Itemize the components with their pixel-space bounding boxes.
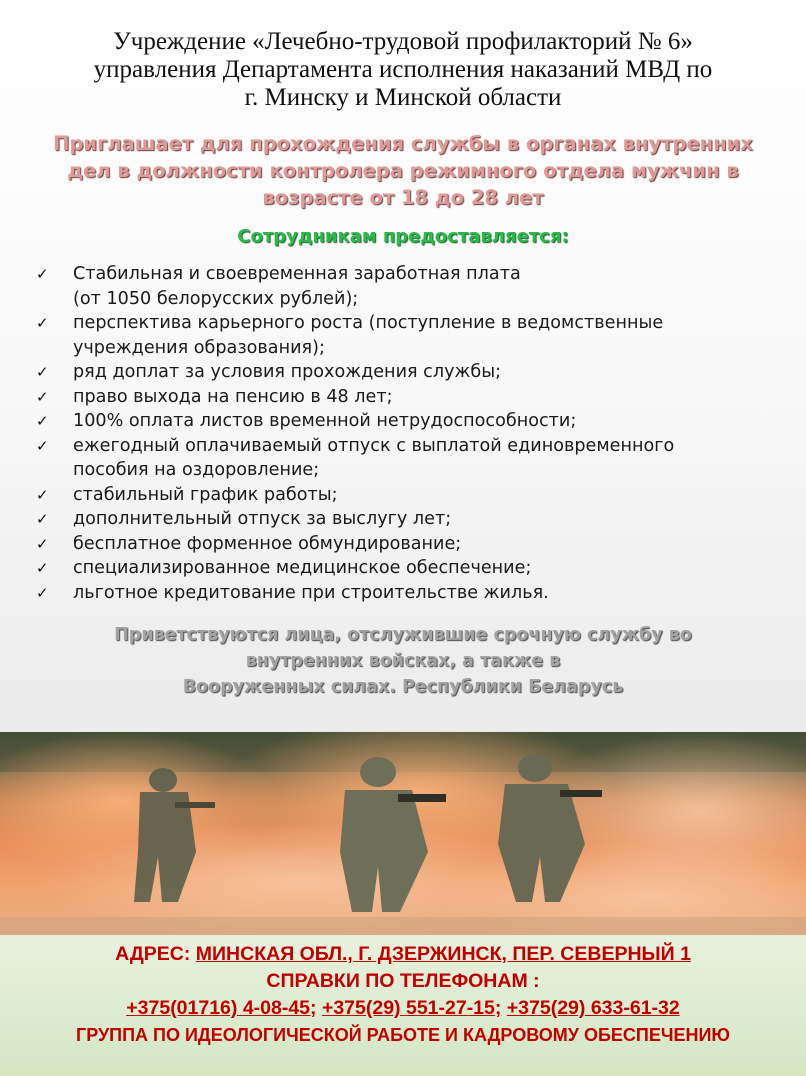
address-label: АДРЕС: <box>115 943 196 965</box>
check-icon: ✓ <box>36 510 49 528</box>
benefit-item <box>36 360 776 385</box>
phone-link[interactable]: +375(01716) 4-08-45; <box>126 997 317 1019</box>
benefit-line: бесплатное форменное обмундирование; <box>73 533 462 554</box>
benefit-line: перспектива карьерного роста (поступление в ведомственные <box>73 313 664 333</box>
welcome-line: Вооруженных силах. Республики Беларусь <box>182 677 624 697</box>
soldiers-illustration <box>0 732 806 935</box>
contact-footer <box>0 935 806 1076</box>
address-line <box>0 941 806 968</box>
benefit-item <box>36 409 776 434</box>
header-line: г. Минску и Минской области <box>244 84 562 111</box>
invite-line: дел в должности контролера режимного отдела мужчин в <box>67 159 739 182</box>
benefit-line: льготное кредитование при строительстве жилья. <box>73 582 549 603</box>
benefit-line: стабильный график работы; <box>73 484 338 505</box>
address-value: МИНСКАЯ ОБЛ., Г. ДЗЕРЖИНСК, ПЕР. СЕВЕРНЫЙ 1 <box>195 943 691 965</box>
phone-link[interactable]: +375(29) 633-61-32 <box>506 997 680 1019</box>
benefit-line: учреждения образования); <box>73 337 325 358</box>
benefits-title: Сотрудникам предоставляется: <box>237 226 569 247</box>
benefit-line: право выхода на пенсию в 48 лет; <box>73 386 393 407</box>
benefit-line: пособия на оздоровление; <box>73 460 320 480</box>
phones-label: СПРАВКИ ПО ТЕЛЕФОНАМ : <box>266 970 540 992</box>
check-icon: ✓ <box>36 559 49 577</box>
benefit-item <box>36 532 776 557</box>
benefit-item <box>36 507 776 532</box>
benefit-item <box>36 483 776 508</box>
header-line: Учреждение «Лечебно-трудовой профилакторий № 6» <box>113 28 693 55</box>
invite-line: возрасте от 18 до 28 лет <box>262 186 544 209</box>
soldiers-photo <box>0 732 806 935</box>
check-icon: ✓ <box>36 485 49 504</box>
check-icon: ✓ <box>36 534 49 553</box>
benefits-list <box>36 262 776 605</box>
benefit-item <box>36 556 776 581</box>
check-icon: ✓ <box>36 363 49 381</box>
check-icon: ✓ <box>36 583 49 602</box>
phones-line <box>0 995 806 1022</box>
benefit-item <box>36 434 776 483</box>
invitation-text <box>20 130 786 211</box>
benefit-line: ряд доплат за условия прохождения службы; <box>73 362 502 382</box>
check-icon: ✓ <box>36 387 49 406</box>
department-name: ГРУППА ПО ИДЕОЛОГИЧЕСКОЙ РАБОТЕ И КАДРОВОМУ ОБЕСПЕЧЕНИЮ <box>76 1025 730 1045</box>
welcome-note <box>0 622 806 700</box>
benefit-line: ежегодный оплачиваемый отпуск с выплатой единовременного <box>73 435 675 456</box>
check-icon: ✓ <box>36 436 49 455</box>
phone-link[interactable]: +375(29) 551-27-15; <box>321 997 502 1019</box>
check-icon: ✓ <box>36 265 49 283</box>
check-icon: ✓ <box>36 314 49 332</box>
benefit-line: (от 1050 белорусских рублей); <box>73 288 359 309</box>
benefit-line: специализированное медицинское обеспечение; <box>73 558 532 578</box>
header-line: управления Департамента исполнения наказаний МВД по <box>93 56 713 83</box>
benefit-item <box>36 262 776 311</box>
invite-line: Приглашает для прохождения службы в органах внутренних <box>53 132 753 155</box>
benefit-item <box>36 385 776 410</box>
institution-header <box>0 28 806 112</box>
benefit-item <box>36 581 776 606</box>
benefit-line: 100% оплата листов временной нетрудоспособности; <box>73 411 577 431</box>
benefit-item <box>36 311 776 360</box>
welcome-line: внутренних войсках, а также в <box>245 651 561 671</box>
check-icon: ✓ <box>36 412 49 430</box>
benefit-line: Стабильная и своевременная заработная плата <box>73 264 521 284</box>
welcome-line: Приветствуются лица, отслужившие срочную службу во <box>114 625 692 645</box>
benefit-line: дополнительный отпуск за выслугу лет; <box>73 509 452 529</box>
